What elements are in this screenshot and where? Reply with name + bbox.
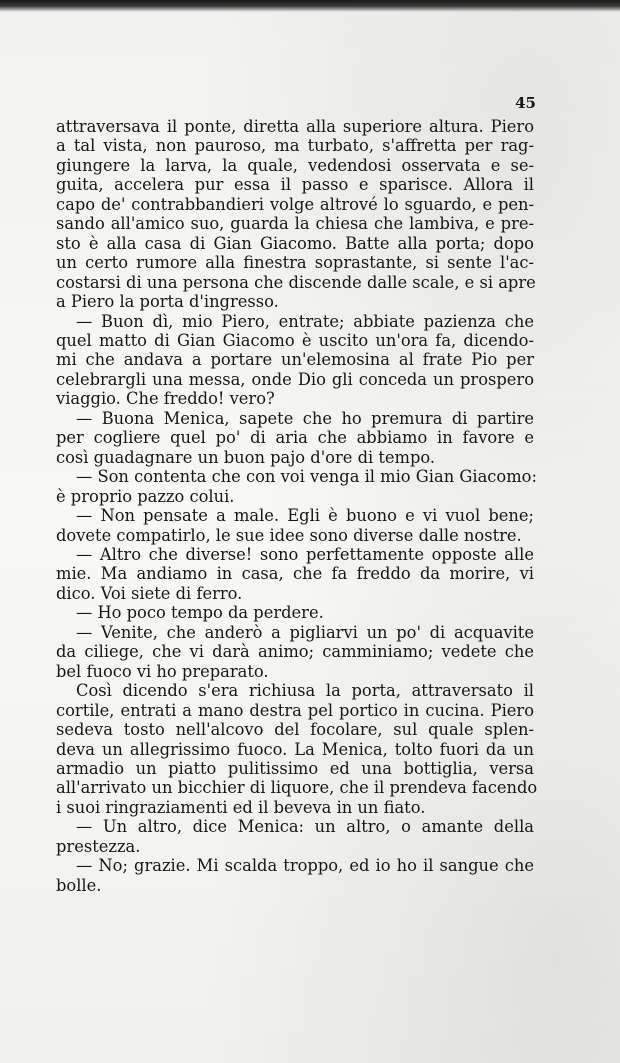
- text-line: guita, accelera pur essa il passo e sparisce. Allora il: [56, 175, 534, 195]
- page-number: 45: [515, 94, 536, 112]
- text-line: dico. Voi siete di ferro.: [56, 583, 243, 603]
- text-line: all'arrivato un bicchier di liquore, che il prendeva facendo: [56, 778, 538, 798]
- text-line: da ciliege, che vi darà animo; camminiamo; vedete che: [56, 642, 534, 662]
- text-line: mi che andava a portare un'elemosina al frate Pio per: [56, 350, 534, 370]
- scan-top-edge: [0, 0, 620, 12]
- text-line: — Venite, che anderò a pigliarvi un po' di acquavite: [76, 622, 534, 642]
- text-line: sto è alla casa di Gian Giacomo. Batte alla porta; dopo: [56, 233, 534, 253]
- text-line: — Buon dì, mio Piero, entrate; abbiate pazienza che: [76, 311, 534, 331]
- text-line: un certo rumore alla finestra soprastante, si sente l'ac-: [56, 253, 534, 273]
- text-line: costarsi di una persona che discende dalle scale, e si apre: [56, 272, 536, 292]
- text-line: celebrargli una messa, onde Dio gli conceda un prospero: [56, 369, 534, 389]
- text-line: attraversava il ponte, diretta alla superiore altura. Piero: [56, 117, 534, 136]
- text-line: cortile, entrati a mano destra pel portico in cucina. Piero: [56, 700, 534, 720]
- text-line: — Son contenta che con voi venga il mio Gian Giacomo:: [76, 467, 537, 487]
- text-line: — Un altro, dice Menica: un altro, o amante della: [76, 817, 534, 837]
- text-line: bel fuoco vi ho preparato.: [56, 661, 269, 681]
- text-line: dovete compatirlo, le sue idee sono diverse dalle nostre.: [56, 525, 522, 545]
- text-line: i suoi ringraziamenti ed il beveva in un fiato.: [56, 797, 426, 817]
- text-line: — Altro che diverse! sono perfettamente opposte alle: [76, 544, 534, 564]
- body-text: [56, 117, 538, 895]
- text-line: — No; grazie. Mi scalda troppo, ed io ho il sangue che: [76, 856, 534, 876]
- text-line: — Ho poco tempo da perdere.: [76, 603, 324, 623]
- text-line: — Non pensate a male. Egli è buono e vi vuol bene;: [76, 506, 534, 526]
- text-line: mie. Ma andiamo in casa, che fa freddo da morire, vi: [56, 564, 534, 584]
- text-line: capo de' contrabbandieri volge altrové lo sguardo, e pen-: [56, 194, 534, 214]
- text-line: — Buona Menica, sapete che ho premura di partire: [76, 408, 534, 428]
- text-line: è proprio pazzo colui.: [56, 486, 235, 506]
- text-line: così guadagnare un buon pajo d'ore di tempo.: [56, 447, 436, 467]
- text-line: sando all'amico suo, guarda la chiesa che lambiva, e pre-: [56, 214, 534, 234]
- text-line: viaggio. Che freddo! vero?: [56, 389, 275, 409]
- text-line: deva un allegrissimo fuoco. La Menica, tolto fuori da un: [56, 739, 534, 759]
- text-line: Così dicendo s'era richiusa la porta, attraversato il: [76, 681, 534, 701]
- text-line: prestezza.: [56, 836, 141, 856]
- text-line: quel matto di Gian Giacomo è uscito un'ora fa, dicendo-: [56, 330, 534, 350]
- text-line: bolle.: [56, 875, 102, 895]
- text-line: a tal vista, non pauroso, ma turbato, s'affretta per rag-: [56, 136, 534, 156]
- text-line: giungere la larva, la quale, vedendosi osservata e se-: [56, 155, 534, 175]
- text-line: per cogliere quel po' di aria che abbiamo in favore e: [56, 428, 534, 448]
- text-line: a Piero la porta d'ingresso.: [56, 292, 279, 312]
- text-line: armadio un piatto pulitissimo ed una bottiglia, versa: [56, 758, 534, 778]
- text-line: sedeva tosto nell'alcovo del focolare, sul quale splen-: [56, 720, 534, 740]
